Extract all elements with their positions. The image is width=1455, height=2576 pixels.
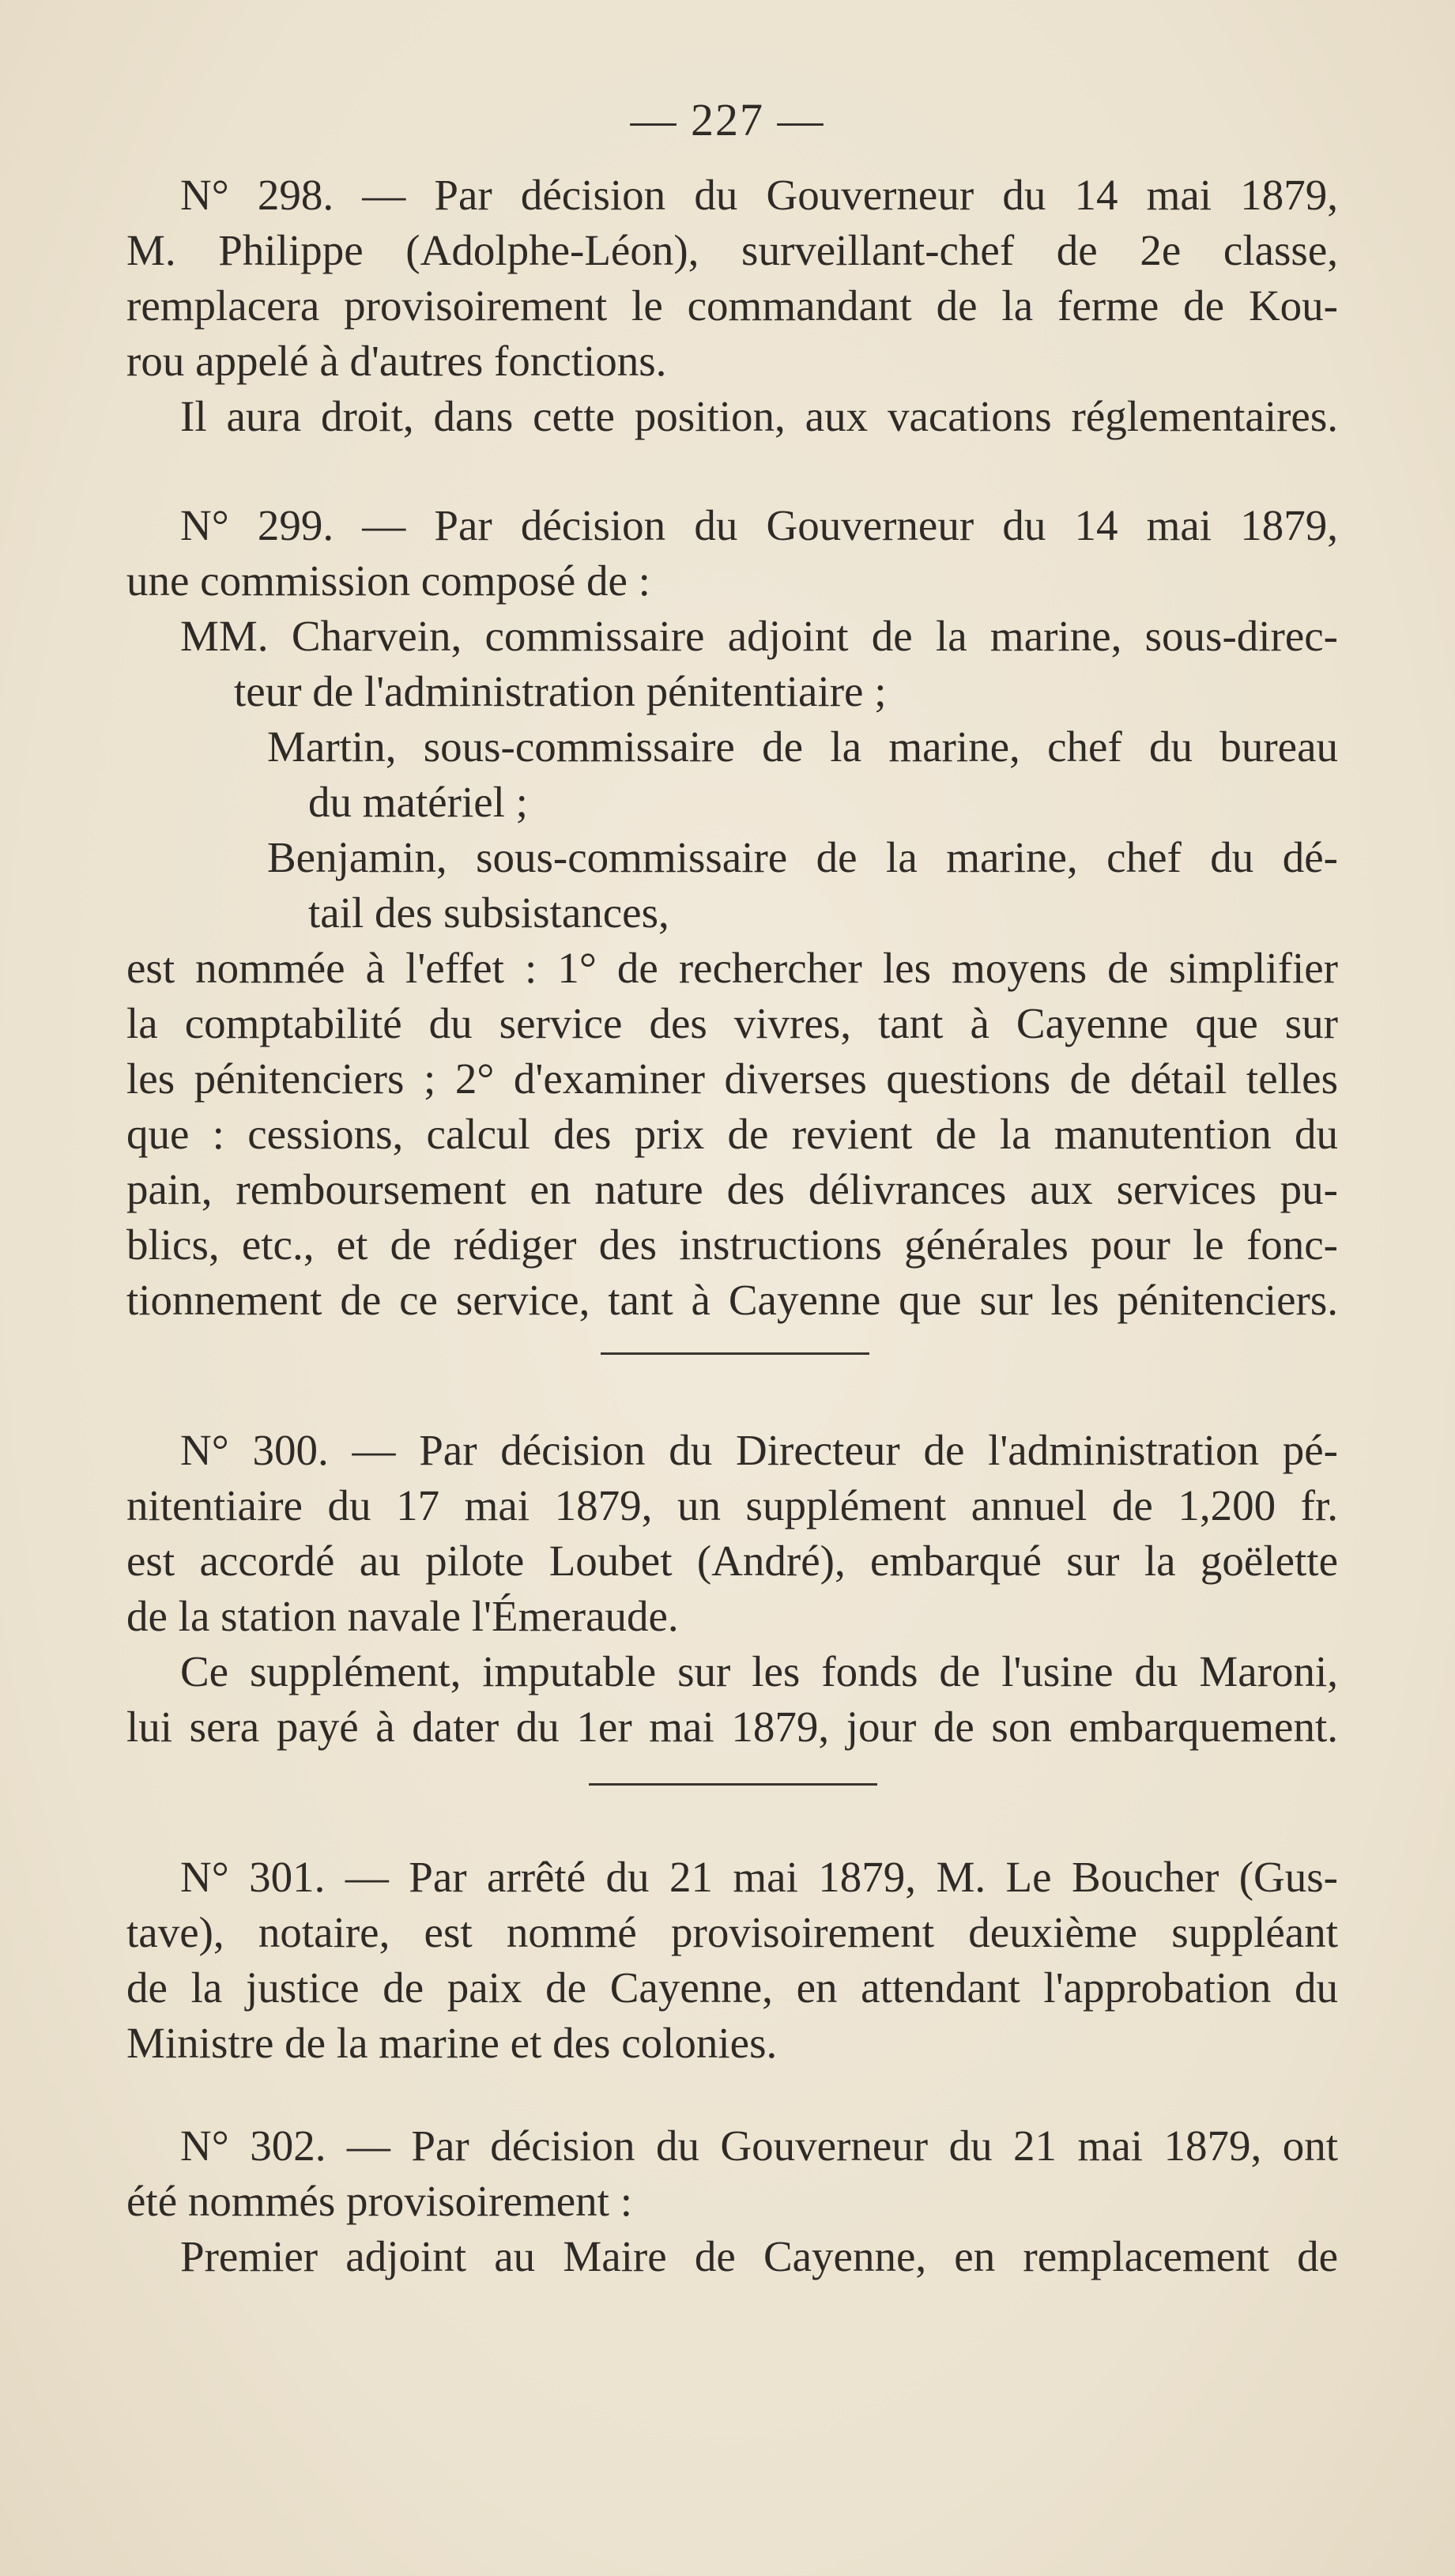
article-302-line-1: N° 302. — Par décision du Gouverneur du 21 mai 1879, ont	[180, 2122, 1338, 2170]
article-299-line-4: teur de l'administration pénitentiaire ;	[234, 667, 887, 715]
article-299-line-11: les pénitenciers ; 2° d'examiner diverses questions de détail telles	[126, 1054, 1338, 1103]
article-301-line-1: N° 301. — Par arrêté du 21 mai 1879, M. Le Boucher (Gus-	[180, 1853, 1338, 1901]
article-300-line-5: Ce supplément, imputable sur les fonds de l'usine du Maroni,	[180, 1647, 1338, 1695]
article-300-line-4: de la station navale l'Émeraude.	[126, 1592, 679, 1640]
article-299-line-10: la comptabilité du service des vivres, tant à Cayenne que sur	[126, 999, 1338, 1047]
article-299-line-3: MM. Charvein, commissaire adjoint de la marine, sous-direc-	[180, 612, 1338, 660]
article-298-line-1: N° 298. — Par décision du Gouverneur du 14 mai 1879,	[180, 171, 1338, 219]
article-299-line-7: Benjamin, sous-commissaire de la marine, chef du dé-	[267, 833, 1338, 881]
article-299-line-6: du matériel ;	[308, 778, 528, 826]
article-302-line-2: été nommés provisoirement :	[126, 2177, 632, 2225]
separator-rule	[589, 1783, 877, 1786]
article-301-line-3: de la justice de paix de Cayenne, en attendant l'approbation du	[126, 1963, 1338, 2012]
article-299-line-14: blics, etc., et de rédiger des instructions générales pour le fonc-	[126, 1220, 1338, 1269]
separator-rule	[601, 1352, 869, 1355]
article-299-line-15: tionnement de ce service, tant à Cayenne que sur les pénitenciers.	[126, 1276, 1338, 1324]
article-299-line-8: tail des subsistances,	[308, 888, 669, 937]
article-302-line-3: Premier adjoint au Maire de Cayenne, en remplacement de	[180, 2232, 1338, 2280]
article-298-line-4: rou appelé à d'autres fonctions.	[126, 337, 667, 385]
article-299-line-12: que : cessions, calcul des prix de revient de la manutention du	[126, 1110, 1338, 1158]
article-300-line-2: nitentiaire du 17 mai 1879, un supplément annuel de 1,200 fr.	[126, 1481, 1338, 1529]
article-298-line-2: M. Philippe (Adolphe-Léon), surveillant-chef de 2e classe,	[126, 226, 1338, 274]
page-number: — 227 —	[630, 94, 825, 145]
article-301-line-2: tave), notaire, est nommé provisoirement deuxième suppléant	[126, 1908, 1338, 1956]
article-300-line-6: lui sera payé à dater du 1er mai 1879, jour de son embarquement.	[126, 1703, 1338, 1751]
article-299-line-5: Martin, sous-commissaire de la marine, chef du bureau	[267, 722, 1338, 771]
article-300-line-1: N° 300. — Par décision du Directeur de l'administration pé-	[180, 1426, 1338, 1474]
article-298-line-3: remplacera provisoirement le commandant de la ferme de Kou-	[126, 281, 1338, 330]
article-301-line-4: Ministre de la marine et des colonies.	[126, 2019, 778, 2067]
article-299-line-2: une commission composé de :	[126, 556, 650, 605]
article-299-line-9: est nommée à l'effet : 1° de rechercher les moyens de simplifier	[126, 944, 1338, 992]
article-299-line-1: N° 299. — Par décision du Gouverneur du 14 mai 1879,	[180, 501, 1338, 549]
article-299-line-13: pain, remboursement en nature des délivrances aux services pu-	[126, 1165, 1338, 1213]
article-300-line-3: est accordé au pilote Loubet (André), embarqué sur la goëlette	[126, 1537, 1338, 1585]
article-298-line-5: Il aura droit, dans cette position, aux vacations réglementaires.	[180, 392, 1338, 440]
